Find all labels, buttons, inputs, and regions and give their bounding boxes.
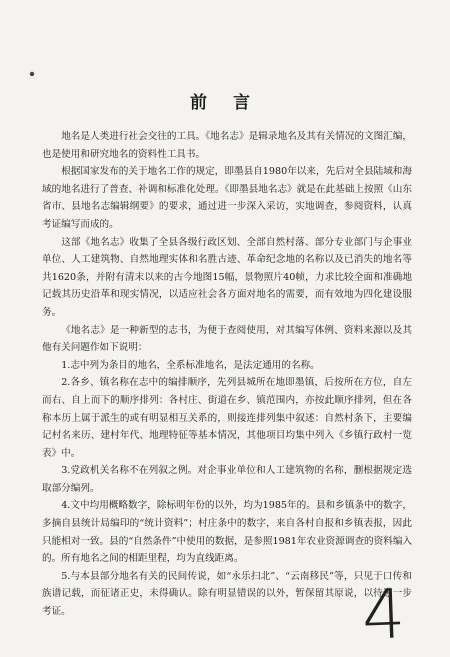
preface-body bbox=[42, 128, 412, 621]
list-item: 2.各乡、镇名称在志中的编排顺序，先列县城所在地即墨镇，后按所在方位，自左而右、自上而下的顺序排列：各村庄、街道在乡、镇范围内，亦按此顺序排列，但在各称本历上属于派生的或有明显相互关系的，则接连排列集中叙述：自然村条下，主要编记村名来历、建村年代、地理特征等基本情况，其他项目均集中列入《乡镇行政村一览表》中。 bbox=[42, 377, 412, 459]
list-item: 4.文中均用概略数字，除标明年份的以外，均为1985年的。县和乡镇条中的数字，多摘自县统计局编印的“统计资料”；村庄条中的数字，来自各村自报和乡镇表报，因此只能相对一致。县的“自然条件”中使用的数据，是参照1981年农业资源调查的资料编入的。所有地名之间的相距里程，均为直线距离。 bbox=[42, 500, 413, 565]
paragraph: 根据国家发布的关于地名工作的规定，即墨县自1980年以来，先后对全县陆域和海域的地名进行了普查、补调和标准化处理。《即墨县地名志》就是在此基础上按照《山东省市、县地名志编辑纲要》的要求，通过进一步深入采访，实地调查，参阅资料，认真考证编写而成的。 bbox=[42, 166, 412, 230]
list-item: 3.党政机关名称不在列叙之例。对企事业单位和人工建筑物的名称，删根据规定选取部分编列。 bbox=[42, 465, 412, 494]
ink-spot-mark bbox=[28, 70, 36, 78]
page-title: 前 言 bbox=[190, 93, 260, 113]
paragraph: 这部《地名志》收集了全县各级行政区划、全部自然村落、部分专业部门与企事业单位、人工建筑物、自然地理实体和名胜古迹、革命纪念地的名称以及已消失的地名等共1620条，并附有清末以来的古今地图15幅，景物照片40帧，力求比较全面和准确地记载其历史沿革和现实情况，以适应社会各方面对地名的需要，而有效地为四化建设服务。 bbox=[42, 236, 412, 318]
list-item: 1.志中列为条目的地名，全系标准地名，是法定通用的名称。 bbox=[61, 359, 320, 371]
paragraph: 《地名志》是一种新型的志书，为便于查阅使用，对其编写体例、资料来源以及其他有关问题作如下说明： bbox=[42, 324, 412, 354]
paragraph: 地名是人类进行社会交往的工具。《地名志》是辑录地名及其有关情况的文图汇编，也是使用和研究地名的资料性工具书。 bbox=[42, 131, 412, 160]
page-number: 4 bbox=[360, 575, 407, 656]
list-item: 5.与本县部分地名有关的民间传说，如“永乐扫北”、“云南移民”等，只见于口传和族谱记载，而征诸正史，未得确认。除有明显错误的以外，暂保留其原说，以待进一步考证。 bbox=[42, 570, 412, 618]
